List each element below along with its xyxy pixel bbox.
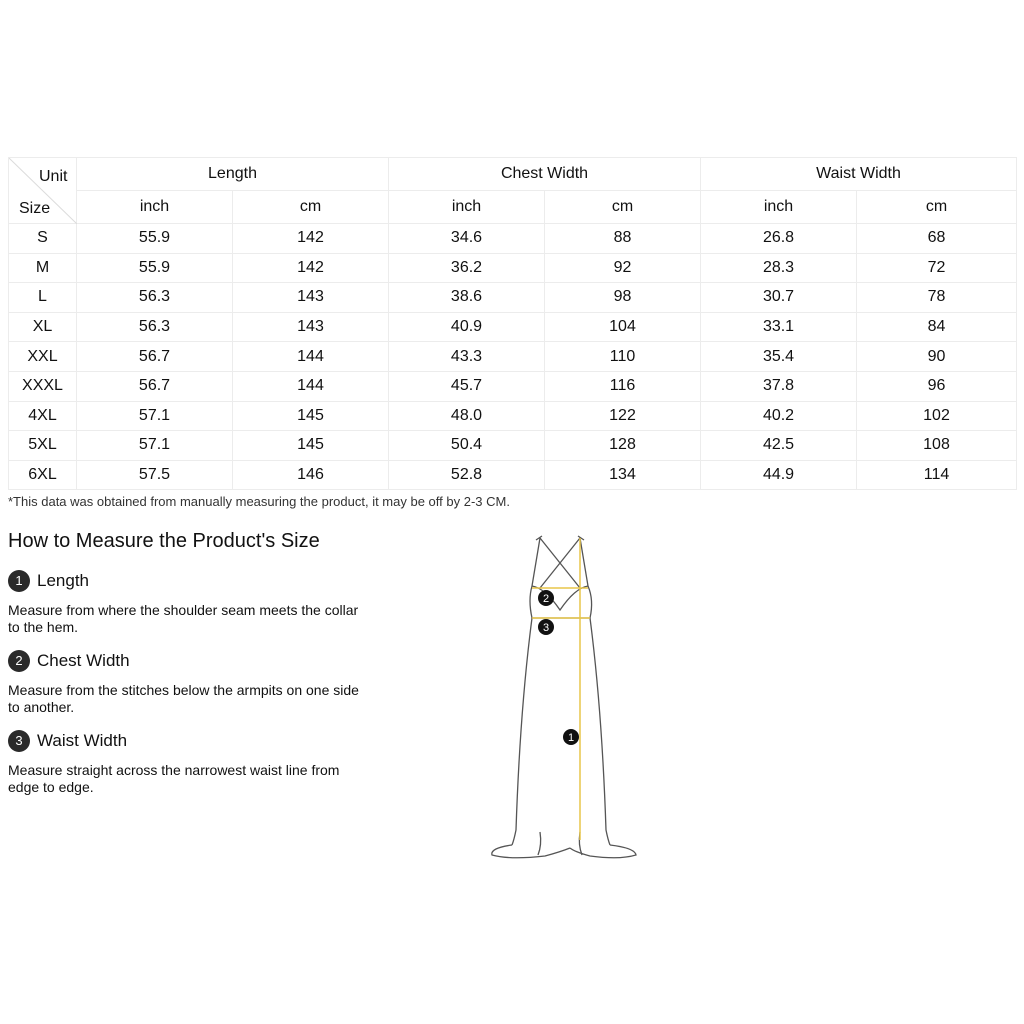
value-cell: 45.7: [389, 371, 545, 401]
size-cell: XXL: [9, 342, 77, 372]
marker-3-label: 3: [542, 622, 550, 634]
size-cell: 6XL: [9, 460, 77, 490]
value-cell: 35.4: [701, 342, 857, 372]
value-cell: 143: [233, 312, 389, 342]
value-cell: 128: [545, 431, 701, 461]
size-cell: M: [9, 253, 77, 283]
value-cell: 142: [233, 253, 389, 283]
marker-2-label: 2: [542, 593, 550, 605]
value-cell: 40.2: [701, 401, 857, 431]
corner-unit-label: Unit: [39, 168, 68, 185]
step-title: Waist Width: [37, 731, 128, 750]
value-cell: 44.9: [701, 460, 857, 490]
measurement-note: *This data was obtained from manually measuring the product, it may be off by 2-3 CM.: [8, 494, 510, 509]
value-cell: 40.9: [389, 312, 545, 342]
size-cell: 5XL: [9, 431, 77, 461]
value-cell: 42.5: [701, 431, 857, 461]
value-cell: 55.9: [77, 253, 233, 283]
value-cell: 52.8: [389, 460, 545, 490]
value-cell: 55.9: [77, 224, 233, 254]
size-cell: S: [9, 224, 77, 254]
value-cell: 88: [545, 224, 701, 254]
value-cell: 37.8: [701, 371, 857, 401]
step-length: [8, 570, 89, 592]
table-row: [9, 460, 1017, 490]
size-cell: 4XL: [9, 401, 77, 431]
value-cell: 33.1: [701, 312, 857, 342]
value-cell: 30.7: [701, 283, 857, 313]
value-cell: 28.3: [701, 253, 857, 283]
value-cell: 78: [857, 283, 1017, 313]
corner-size-label: Size: [19, 200, 51, 217]
value-cell: 104: [545, 312, 701, 342]
value-cell: 145: [233, 431, 389, 461]
value-cell: 146: [233, 460, 389, 490]
value-cell: 108: [857, 431, 1017, 461]
value-cell: 72: [857, 253, 1017, 283]
value-cell: 56.7: [77, 342, 233, 372]
step-number-badge: 3: [8, 730, 30, 752]
value-cell: 26.8: [701, 224, 857, 254]
value-cell: 56.7: [77, 371, 233, 401]
table-row: [9, 253, 1017, 283]
step-chest-width: [8, 650, 130, 672]
value-cell: 98: [545, 283, 701, 313]
table-row: [9, 312, 1017, 342]
step-title: Length: [37, 571, 89, 590]
value-cell: 92: [545, 253, 701, 283]
value-cell: 56.3: [77, 312, 233, 342]
group-header-waist-width: Waist Width: [701, 158, 1017, 191]
unit-header: cm: [233, 191, 389, 224]
value-cell: 43.3: [389, 342, 545, 372]
value-cell: 56.3: [77, 283, 233, 313]
value-cell: 143: [233, 283, 389, 313]
table-row: [9, 371, 1017, 401]
marker-1-label: 1: [567, 732, 575, 744]
size-cell: L: [9, 283, 77, 313]
table-row: [9, 401, 1017, 431]
corner-header-cell: [9, 158, 77, 224]
size-cell: XXXL: [9, 371, 77, 401]
value-cell: 134: [545, 460, 701, 490]
value-cell: 96: [857, 371, 1017, 401]
table-row: [9, 224, 1017, 254]
dress-diagram: [470, 530, 660, 870]
value-cell: 57.1: [77, 431, 233, 461]
group-header-chest-width: Chest Width: [389, 158, 701, 191]
table-row: [9, 283, 1017, 313]
value-cell: 116: [545, 371, 701, 401]
table-row: [9, 342, 1017, 372]
value-cell: 145: [233, 401, 389, 431]
value-cell: 84: [857, 312, 1017, 342]
howto-title: How to Measure the Product's Size: [8, 530, 320, 552]
size-chart-table: [8, 157, 1017, 490]
step-description: Measure straight across the narrowest waist line from edge to edge.: [8, 762, 340, 795]
value-cell: 34.6: [389, 224, 545, 254]
value-cell: 122: [545, 401, 701, 431]
step-title: Chest Width: [37, 651, 130, 670]
step-description: Measure from the stitches below the armpits on one side to another.: [8, 682, 359, 715]
value-cell: 50.4: [389, 431, 545, 461]
value-cell: 57.5: [77, 460, 233, 490]
unit-header: inch: [389, 191, 545, 224]
step-description: Measure from where the shoulder seam meets the collar to the hem.: [8, 602, 359, 635]
unit-header: inch: [701, 191, 857, 224]
value-cell: 114: [857, 460, 1017, 490]
value-cell: 144: [233, 342, 389, 372]
unit-header: cm: [545, 191, 701, 224]
value-cell: 68: [857, 224, 1017, 254]
step-number-badge: 2: [8, 650, 30, 672]
dress-outline: [492, 536, 636, 858]
value-cell: 144: [233, 371, 389, 401]
unit-header: cm: [857, 191, 1017, 224]
group-header-length: Length: [77, 158, 389, 191]
value-cell: 48.0: [389, 401, 545, 431]
table-row: [9, 431, 1017, 461]
value-cell: 110: [545, 342, 701, 372]
value-cell: 90: [857, 342, 1017, 372]
value-cell: 142: [233, 224, 389, 254]
unit-header: inch: [77, 191, 233, 224]
value-cell: 38.6: [389, 283, 545, 313]
value-cell: 57.1: [77, 401, 233, 431]
value-cell: 102: [857, 401, 1017, 431]
step-number-badge: 1: [8, 570, 30, 592]
size-cell: XL: [9, 312, 77, 342]
value-cell: 36.2: [389, 253, 545, 283]
step-waist-width: [8, 730, 127, 752]
